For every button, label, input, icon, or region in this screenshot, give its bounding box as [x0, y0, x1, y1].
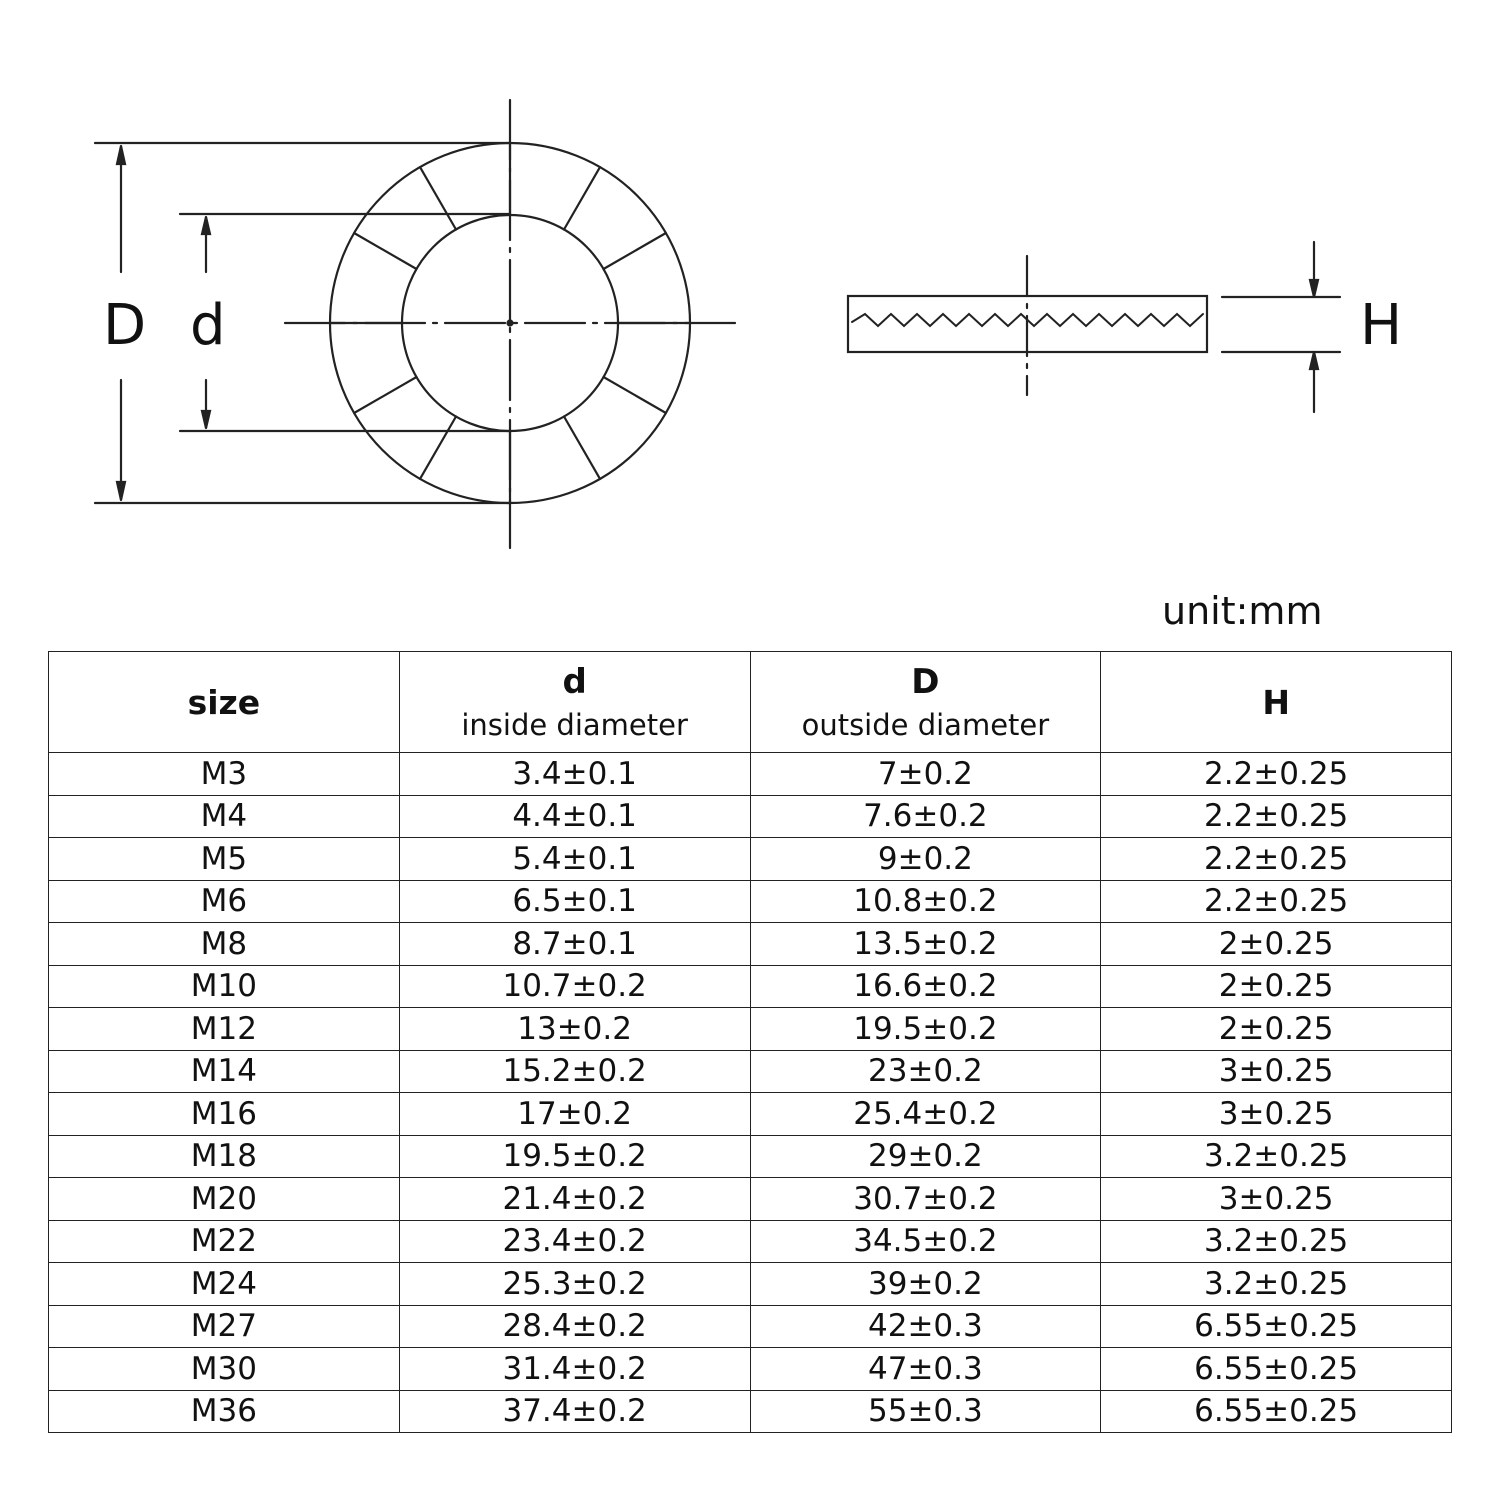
diameter-d-label: d [190, 293, 226, 358]
cell-outside-diameter: 7.6±0.2 [750, 795, 1101, 838]
cell-outside-diameter: 19.5±0.2 [750, 1008, 1101, 1051]
table-row [49, 1390, 1452, 1433]
cell-outside-diameter: 29±0.2 [750, 1135, 1101, 1178]
cell-size: M27 [49, 1305, 400, 1348]
cell-outside-diameter: 34.5±0.2 [750, 1220, 1101, 1263]
cell-height: 3.2±0.25 [1101, 1135, 1452, 1178]
cell-height: 2±0.25 [1101, 923, 1452, 966]
serration-line [354, 233, 416, 269]
cell-height: 2.2±0.25 [1101, 838, 1452, 881]
height-H-label: H [1360, 293, 1403, 358]
header-d-desc: inside diameter [461, 708, 688, 742]
cell-size: M12 [49, 1008, 400, 1051]
H-arrow-top [1310, 280, 1318, 297]
cell-height: 3.2±0.25 [1101, 1263, 1452, 1306]
cell-outside-diameter: 23±0.2 [750, 1050, 1101, 1093]
cell-inside-diameter: 3.4±0.1 [399, 753, 750, 796]
cell-inside-diameter: 31.4±0.2 [399, 1348, 750, 1391]
header-d-symbol: d [562, 662, 587, 702]
D-arrow-top [117, 146, 125, 164]
cell-outside-diameter: 13.5±0.2 [750, 923, 1101, 966]
table-row [49, 838, 1452, 881]
cell-size: M14 [49, 1050, 400, 1093]
cell-height: 6.55±0.25 [1101, 1390, 1452, 1433]
cell-outside-diameter: 10.8±0.2 [750, 880, 1101, 923]
cell-inside-diameter: 13±0.2 [399, 1008, 750, 1051]
cell-outside-diameter: 55±0.3 [750, 1390, 1101, 1433]
cell-size: M22 [49, 1220, 400, 1263]
cell-size: M20 [49, 1178, 400, 1221]
cell-outside-diameter: 25.4±0.2 [750, 1093, 1101, 1136]
table-row [49, 1220, 1452, 1263]
header-H-symbol: H [1262, 682, 1290, 722]
center-mark [508, 321, 513, 326]
cell-outside-diameter: 9±0.2 [750, 838, 1101, 881]
table-row [49, 1135, 1452, 1178]
table-row [49, 1093, 1452, 1136]
diameter-D-label: D [103, 293, 147, 358]
cell-inside-diameter: 8.7±0.1 [399, 923, 750, 966]
serration-line [604, 233, 666, 269]
cell-height: 2±0.25 [1101, 1008, 1452, 1051]
serration-line [564, 167, 600, 229]
cell-inside-diameter: 6.5±0.1 [399, 880, 750, 923]
cell-height: 3.2±0.25 [1101, 1220, 1452, 1263]
cell-inside-diameter: 19.5±0.2 [399, 1135, 750, 1178]
table-header-row [49, 652, 1452, 753]
serration-line [564, 417, 600, 479]
cell-outside-diameter: 39±0.2 [750, 1263, 1101, 1306]
unit-label: unit:mm [1162, 589, 1323, 633]
cell-outside-diameter: 7±0.2 [750, 753, 1101, 796]
cell-size: M16 [49, 1093, 400, 1136]
cell-height: 2.2±0.25 [1101, 753, 1452, 796]
cell-size: M36 [49, 1390, 400, 1433]
cell-size: M3 [49, 753, 400, 796]
table-row [49, 880, 1452, 923]
cell-height: 6.55±0.25 [1101, 1348, 1452, 1391]
cell-inside-diameter: 17±0.2 [399, 1093, 750, 1136]
cell-size: M24 [49, 1263, 400, 1306]
table-row [49, 1263, 1452, 1306]
cell-height: 3±0.25 [1101, 1178, 1452, 1221]
cell-inside-diameter: 21.4±0.2 [399, 1178, 750, 1221]
cell-height: 2.2±0.25 [1101, 880, 1452, 923]
table-row [49, 753, 1452, 796]
cell-outside-diameter: 16.6±0.2 [750, 965, 1101, 1008]
dimension-table [48, 651, 1452, 1433]
table-row [49, 923, 1452, 966]
cell-size: M5 [49, 838, 400, 881]
table-row [49, 1305, 1452, 1348]
serration-line [604, 377, 666, 413]
cell-size: M4 [49, 795, 400, 838]
cell-outside-diameter: 30.7±0.2 [750, 1178, 1101, 1221]
cell-inside-diameter: 28.4±0.2 [399, 1305, 750, 1348]
header-size-label: size [187, 682, 261, 722]
d-arrow-bottom [202, 411, 210, 428]
cell-height: 2.2±0.25 [1101, 795, 1452, 838]
cell-height: 3±0.25 [1101, 1093, 1452, 1136]
cell-inside-diameter: 15.2±0.2 [399, 1050, 750, 1093]
cell-outside-diameter: 47±0.3 [750, 1348, 1101, 1391]
cell-size: M30 [49, 1348, 400, 1391]
header-D [750, 652, 1101, 753]
header-D-desc: outside diameter [801, 708, 1050, 742]
header-D-symbol: D [911, 662, 940, 702]
table-row [49, 1008, 1452, 1051]
cell-size: M18 [49, 1135, 400, 1178]
serration-line [420, 417, 456, 479]
D-arrow-bottom [117, 482, 125, 500]
cell-inside-diameter: 10.7±0.2 [399, 965, 750, 1008]
header-d [399, 652, 750, 753]
serration-line [420, 167, 456, 229]
H-arrow-bottom [1310, 352, 1318, 369]
table-row [49, 1178, 1452, 1221]
serration-line [354, 377, 416, 413]
cell-size: M10 [49, 965, 400, 1008]
table-body [49, 753, 1452, 1433]
d-arrow-top [202, 217, 210, 234]
cell-height: 3±0.25 [1101, 1050, 1452, 1093]
table-row [49, 1050, 1452, 1093]
cell-size: M6 [49, 880, 400, 923]
cell-outside-diameter: 42±0.3 [750, 1305, 1101, 1348]
cell-inside-diameter: 23.4±0.2 [399, 1220, 750, 1263]
header-size [49, 652, 400, 753]
cell-size: M8 [49, 923, 400, 966]
cell-inside-diameter: 4.4±0.1 [399, 795, 750, 838]
table-row [49, 965, 1452, 1008]
cell-height: 2±0.25 [1101, 965, 1452, 1008]
cell-height: 6.55±0.25 [1101, 1305, 1452, 1348]
cell-inside-diameter: 25.3±0.2 [399, 1263, 750, 1306]
table-row [49, 795, 1452, 838]
cell-inside-diameter: 5.4±0.1 [399, 838, 750, 881]
table-row [49, 1348, 1452, 1391]
cell-inside-diameter: 37.4±0.2 [399, 1390, 750, 1433]
header-H [1101, 652, 1452, 753]
